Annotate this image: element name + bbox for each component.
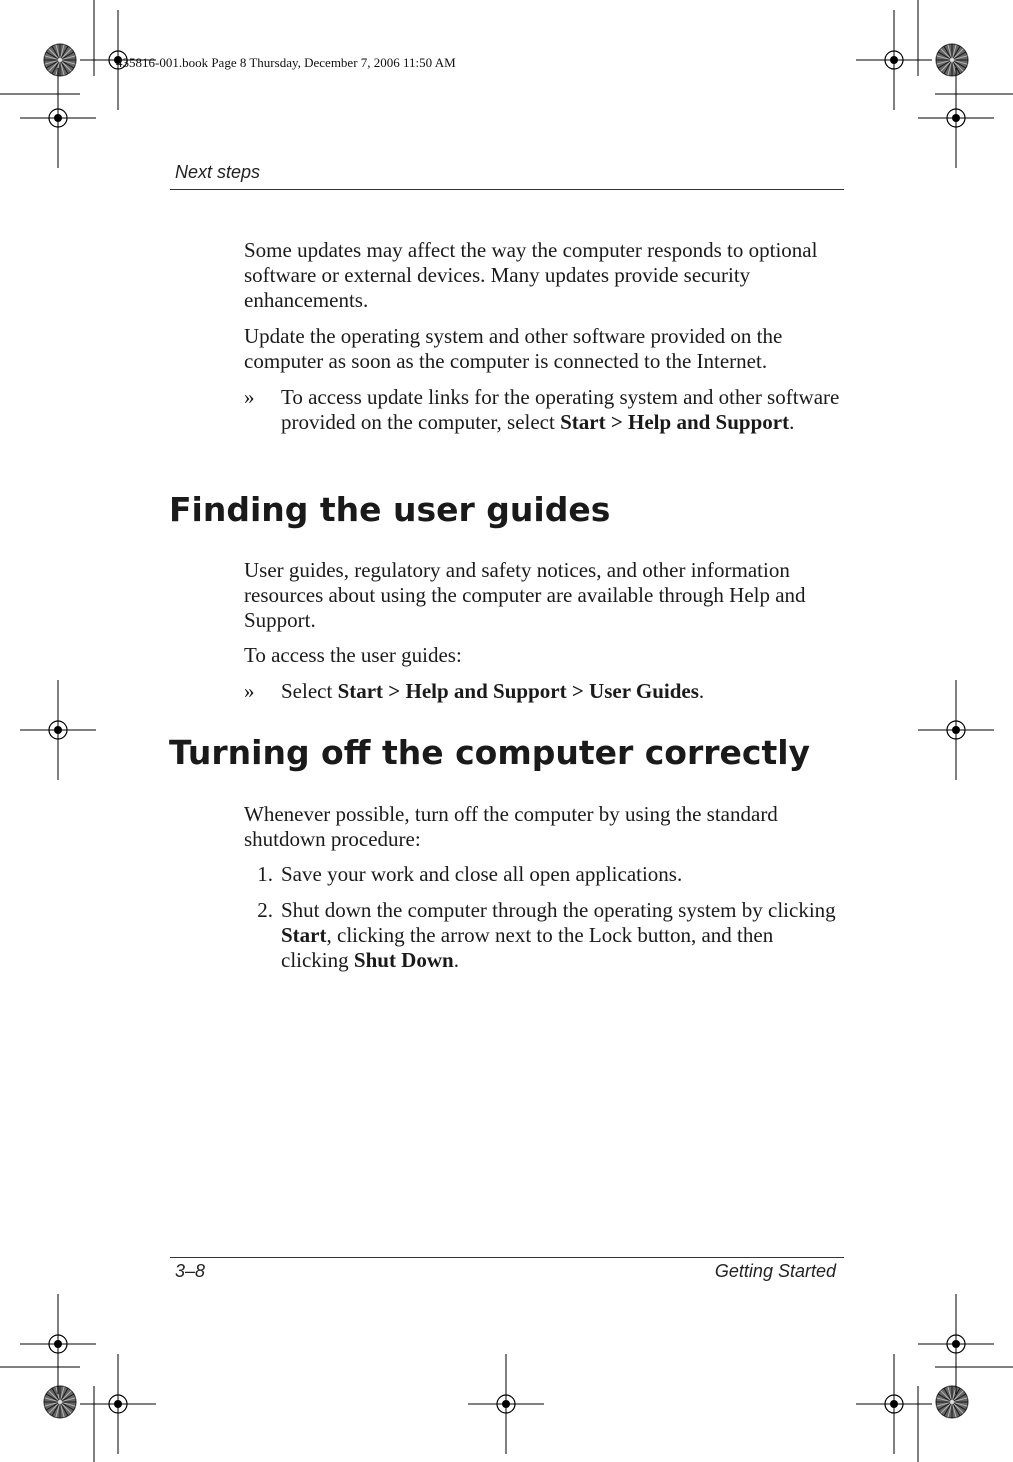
registration-crosshair: [856, 1354, 932, 1454]
registration-starburst: [936, 44, 968, 76]
bullet-text: Select: [281, 679, 338, 703]
print-slug: 435816-001.book Page 8 Thursday, December 7, 2006 11:50 AM: [116, 55, 456, 70]
bullet-marker: »: [244, 679, 255, 703]
step-number: 1.: [257, 862, 273, 886]
registration-crosshair: [468, 1354, 544, 1454]
guides-paragraph-2: To access the user guides:: [244, 643, 462, 667]
step-text: Save your work and close all open applications.: [281, 862, 683, 886]
registration-crosshair: [918, 680, 994, 780]
step-number: 2.: [257, 898, 273, 922]
heading-finding-user-guides: Finding the user guides: [169, 490, 611, 529]
registration-crosshair: [918, 1294, 994, 1394]
registration-crosshair: [20, 68, 96, 168]
registration-starburst: [44, 1386, 76, 1418]
menu-path: Start > Help and Support > User Guides: [337, 679, 699, 703]
footer-rule: [170, 1257, 844, 1258]
registration-crosshair: [20, 1294, 96, 1394]
registration-crosshair: [20, 680, 96, 780]
guides-paragraph-1: User guides, regulatory and safety notices, and other information resources about using the computer are available through Help and Support.: [244, 558, 806, 632]
registration-crosshair: [80, 1354, 156, 1454]
guides-bullet: » Select Start > Help and Support > User Guides.: [244, 679, 705, 703]
start-label: Start: [281, 923, 327, 947]
bullet-marker: »: [244, 385, 255, 409]
registration-crosshair: [856, 10, 932, 110]
updates-paragraph-2: Update the operating system and other software provided on the computer as soon as the computer is connected to the Internet.: [244, 324, 783, 373]
heading-turning-off-computer: Turning off the computer correctly: [169, 733, 811, 772]
updates-paragraph-1: Some updates may affect the way the computer responds to optional software or external devices. Many updates provide security enhancements.: [244, 238, 818, 312]
shutdown-step-1: [244, 862, 842, 887]
bullet-text: To access update links for the operating system and other software provided on the computer, select: [281, 385, 840, 434]
registration-starburst: [44, 44, 76, 76]
header-rule: [170, 189, 844, 190]
menu-path: Start > Help and Support: [560, 410, 790, 434]
page-number: 3–8: [175, 1261, 206, 1281]
running-head: Next steps: [175, 162, 261, 182]
shut-down-label: Shut Down: [353, 948, 454, 972]
shutdown-paragraph-1: Whenever possible, turn off the computer by using the standard shutdown procedure:: [244, 802, 778, 851]
updates-bullet: » To access update links for the operating system and other software provided on the computer, select Start > Help and Support.: [244, 385, 840, 434]
footer-title: Getting Started: [714, 1261, 836, 1281]
registration-starburst: [936, 1386, 968, 1418]
registration-crosshair: [918, 68, 994, 168]
shutdown-step-2: 2. Shut down the computer through the operating system by clicking Start, clicking the arrow next to the Lock button, and then clicking Shut Down.: [244, 898, 842, 973]
